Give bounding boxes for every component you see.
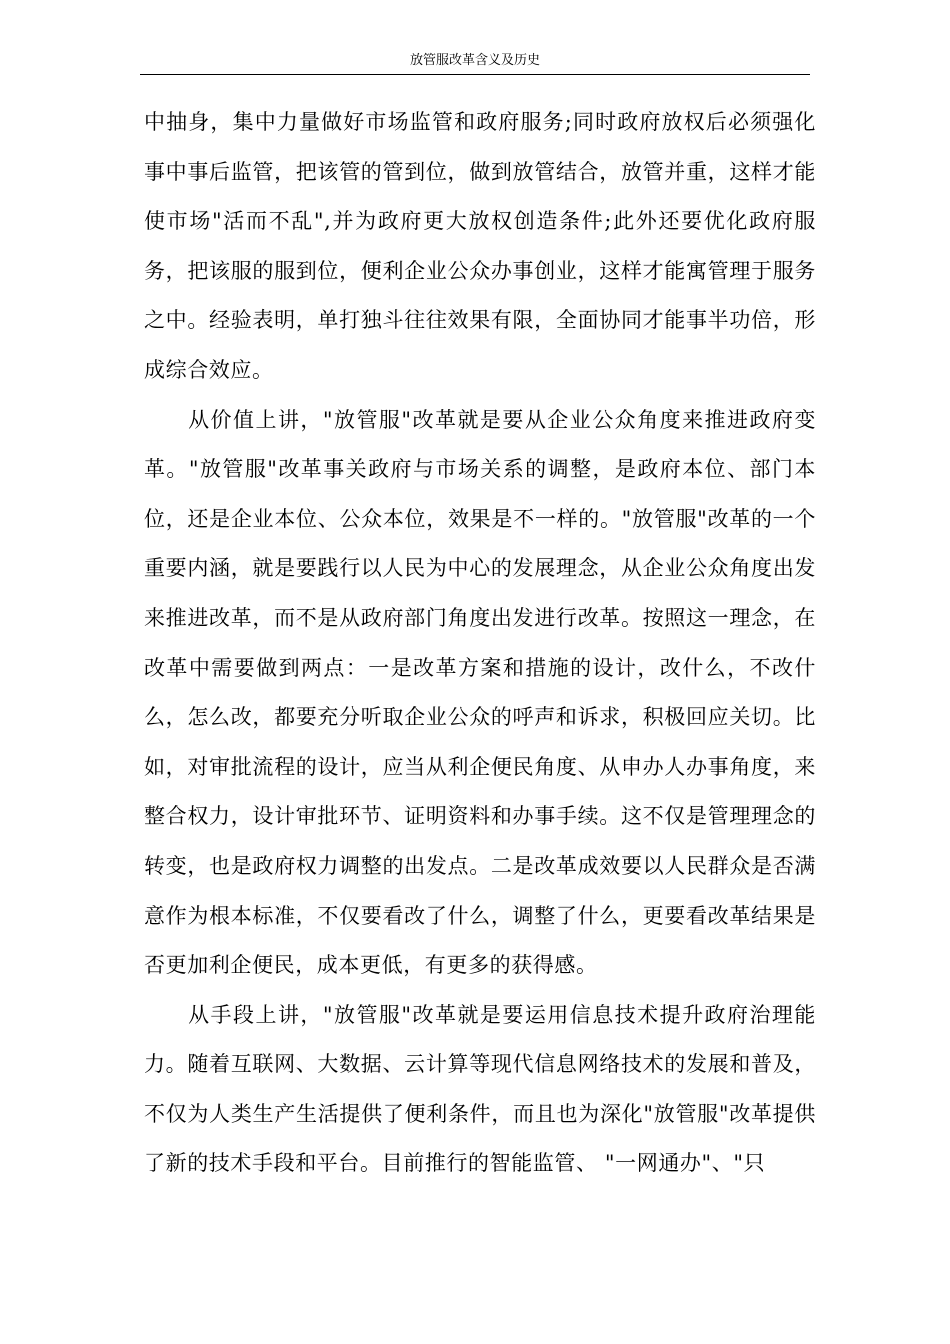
document-body (144, 98, 816, 1189)
header-title: 放管服改革含义及历史 (409, 53, 540, 68)
paragraph-2: 从价值上讲，"放管服"改革就是要从企业公众角度来推进政府变革。"放管服"改革事关政府与市场关系的调整，是政府本位、部门本位，还是企业本位、公众本位，效果是不一样的。"放管服"改革的一个重要内涵，就是要践行以人民为中心的发展理念，从企业公众角度出发来推进改革，而不是从政府部门角度出发进行改革。按照这一理念，在改革中需要做到两点：一是改革方案和措施的设计，改什么，不改什么，怎么改，都要充分听取企业公众的呼声和诉求，积极回应关切。比如，对审批流程的设计，应当从利企便民角度、从申办人办事角度，来整合权力，设计审批环节、证明资料和办事手续。这不仅是管理理念的转变，也是政府权力调整的出发点。二是改革成效要以人民群众是否满意作为根本标准，不仅要看改了什么，调整了什么，更要看改革结果是否更加利企便民，成本更低，有更多的获得感。 (144, 407, 816, 978)
paragraph-3: 从手段上讲，"放管服"改革就是要运用信息技术提升政府治理能力。随着互联网、大数据、云计算等现代信息网络技术的发展和普及，不仅为人类生产生活提供了便利条件，而且也为深化"放管服"改革提供了新的技术手段和平台。目前推行的智能监管、 "一网通办"、"只 (144, 1002, 816, 1176)
page-header (140, 50, 810, 75)
paragraph-1: 中抽身，集中力量做好市场监管和政府服务;同时政府放权后必须强化事中事后监管，把该管的管到位，做到放管结合，放管并重，这样才能使市场"活而不乱",并为政府更大放权创造条件;此外还要优化政府服务，把该服的服到位，便利企业公众办事创业，这样才能寓管理于服务之中。经验表明，单打独斗往往效果有限，全面协同才能事半功倍，形成综合效应。 (144, 110, 816, 382)
